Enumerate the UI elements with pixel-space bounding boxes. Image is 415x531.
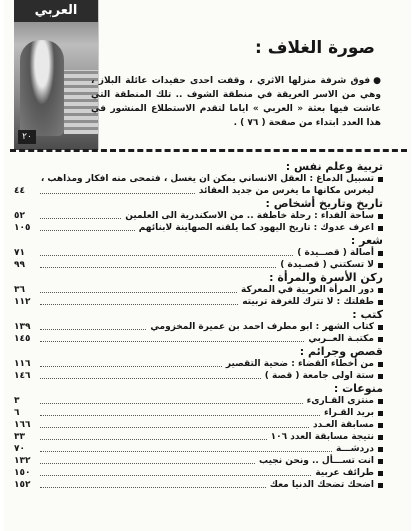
square-bullet-icon (378, 214, 383, 219)
toc-section-heading: ركن الأسرة والمرأة : (269, 271, 383, 284)
square-bullet-icon (378, 325, 383, 330)
toc-entry-title: ستة اولى جامعة ( قصة ) (264, 371, 374, 381)
cover-photo-figure (20, 40, 64, 136)
thumbnail-price: ٢٠ (18, 130, 36, 144)
toc-entry-page-number: ١٠٥ (14, 223, 31, 233)
square-bullet-icon (378, 337, 383, 342)
toc-entry-title: لا تسكتني ( قصـيدة ) (280, 260, 374, 270)
dot-leader (40, 427, 309, 428)
square-bullet-icon (378, 374, 383, 379)
toc-entry[interactable] (14, 455, 383, 467)
square-bullet-icon (378, 300, 383, 305)
dot-leader (40, 415, 320, 416)
toc-entry-title: تسبيل الدماغ : العقل الانساني يمكن ان يغسل ، فتمحى منه افكار ومذاهب ، (40, 174, 374, 184)
toc-entry-page-number: ٣ (14, 396, 20, 406)
toc-entry-title: نتيجة مسابقة العدد ١٠٦ (270, 432, 374, 442)
toc-entry[interactable] (14, 284, 383, 296)
toc-entry[interactable] (14, 185, 383, 197)
toc-entry-title: مسابقة العـدد (313, 420, 374, 430)
toc-entry-page-number: ١٥٠ (14, 468, 31, 478)
toc-section-heading: قصص وجرائم : (299, 345, 383, 358)
toc-entry-title: اضحك تضحك الدنيا معك (269, 480, 374, 490)
toc-entry[interactable] (14, 370, 383, 382)
bullet-icon: ● (373, 76, 381, 86)
toc-entry-title: مكتبـة العــربي (308, 334, 374, 344)
toc-section-heading: كتب : (352, 308, 383, 321)
toc-entry-page-number: ١٤٦ (14, 371, 31, 381)
thumbnail-masthead: العربي (14, 0, 98, 22)
square-bullet-icon (378, 423, 383, 428)
toc-entry[interactable] (14, 467, 383, 479)
square-bullet-icon (378, 226, 383, 231)
toc-entry-title: انت تســـأل .. ونحن نجيب (259, 456, 374, 466)
toc-entry[interactable] (14, 173, 383, 185)
toc-section-heading: تربية وعلم نفس : (285, 160, 383, 173)
dot-leader (40, 451, 332, 452)
toc-entry-page-number: ١٣٩ (14, 322, 31, 332)
toc-entry-page-number: ١١٢ (14, 297, 31, 307)
dot-leader (40, 475, 311, 476)
toc-entry[interactable] (14, 479, 383, 491)
toc-section-heading: تاريخ وتاريخ أشخاص : (265, 197, 383, 210)
toc-entry-title: أصالة ( قصــيدة ) (297, 248, 374, 258)
toc-entry-page-number: ١٤٥ (14, 334, 31, 344)
toc-entry[interactable] (14, 407, 383, 419)
dot-leader (40, 439, 267, 440)
cover-description (91, 74, 381, 130)
toc-entry[interactable] (14, 443, 383, 455)
toc-entry-page-number: ٤٤ (14, 186, 25, 196)
toc-entry-title: دور المرأة العربية في المعركة (241, 285, 374, 295)
cover-thumbnail (14, 0, 99, 150)
toc-entry-page-number: ٣٣ (14, 432, 25, 442)
toc-entry-page-number: ٥٢ (14, 211, 25, 221)
square-bullet-icon (378, 189, 383, 194)
square-bullet-icon (378, 435, 383, 440)
toc-entry-title: ليغرس مكانها ما يغرس من جديد العقائد (198, 186, 374, 196)
toc-entry-title: دردشـــة (336, 444, 374, 454)
table-of-contents (14, 160, 383, 491)
toc-entry[interactable] (14, 296, 383, 308)
toc-entry[interactable] (14, 247, 383, 259)
square-bullet-icon (378, 177, 383, 182)
square-bullet-icon (378, 362, 383, 367)
toc-entry[interactable] (14, 222, 383, 234)
toc-entry-title: طرائف عربية (315, 468, 374, 478)
cover-description-text: فوق شرفة منزلها الاثري ، وقفت احدى حفيدات عائلة البلاز ، وهي من الاسر العريقة في منطقة الشوف .. تلك المنطقة التي عاشت فيها بعثة « العربي » اياما لتقدم الاستطلاع المنشور في هذا العدد ابتداء من صفحة ( ٧٦ ) . (91, 76, 381, 128)
toc-entry-title: ساحة الفداء : رحلة خاطفة .. من الاسكندرية الى العلمين (125, 211, 374, 221)
toc-entry-page-number: ٣٦ (14, 285, 25, 295)
square-bullet-icon (378, 483, 383, 488)
square-bullet-icon (378, 251, 383, 256)
dot-leader (40, 255, 293, 256)
toc-entry-page-number: ١٣٢ (14, 456, 31, 466)
toc-entry-page-number: ١١٦ (14, 359, 31, 369)
square-bullet-icon (378, 411, 383, 416)
toc-entry[interactable] (14, 210, 383, 222)
dot-leader (40, 463, 255, 464)
toc-entry-title: من أخطاء القضاء : ضحية التقصير (225, 359, 374, 369)
toc-entry[interactable] (14, 358, 383, 370)
toc-entry-page-number: ١٦٦ (14, 420, 31, 430)
dot-leader (40, 218, 121, 219)
toc-entry[interactable] (14, 431, 383, 443)
toc-entry-page-number: ٩٩ (14, 260, 25, 270)
toc-entry[interactable] (14, 333, 383, 345)
square-bullet-icon (378, 459, 383, 464)
toc-entry-title: كتاب الشهر : ابو مطرف احمد بن عميرة المخزومي (150, 322, 374, 332)
toc-entry[interactable] (14, 395, 383, 407)
dot-leader (40, 304, 238, 305)
cover-title: صورة الغلاف : (254, 38, 375, 58)
dot-leader (40, 193, 195, 194)
toc-entry-title: طفلتك : لا تترك للغرفة تربيته (242, 297, 374, 307)
toc-entry-page-number: ٧٠ (14, 444, 25, 454)
dot-leader (40, 403, 303, 404)
toc-entry-page-number: ٧١ (14, 248, 25, 258)
toc-entry-title: اعرف عدوك : تاريخ اليهود كما يلقنه الصهاينة لابنائهم (138, 223, 374, 233)
dot-leader (40, 329, 146, 330)
toc-section-heading: شعر : (350, 234, 383, 247)
section-divider (10, 149, 407, 152)
square-bullet-icon (378, 263, 383, 268)
square-bullet-icon (378, 471, 383, 476)
dot-leader (40, 292, 237, 293)
square-bullet-icon (378, 399, 383, 404)
toc-entry[interactable] (14, 419, 383, 431)
dot-leader (40, 378, 261, 379)
dot-leader (40, 267, 276, 268)
toc-entry-title: بريد القـراء (324, 408, 374, 418)
square-bullet-icon (378, 288, 383, 293)
toc-entry[interactable] (14, 321, 383, 333)
dot-leader (40, 341, 304, 342)
toc-entry-page-number: ٦ (14, 408, 20, 418)
toc-entry[interactable] (14, 259, 383, 271)
dot-leader (40, 366, 222, 367)
toc-section-heading: منوعات : (333, 382, 383, 395)
square-bullet-icon (378, 447, 383, 452)
dot-leader (40, 487, 266, 488)
magazine-page (4, 0, 411, 531)
dot-leader (40, 230, 135, 231)
toc-entry-page-number: ١٥٢ (14, 480, 31, 490)
toc-entry-title: منتزى القـارىء (306, 396, 374, 406)
